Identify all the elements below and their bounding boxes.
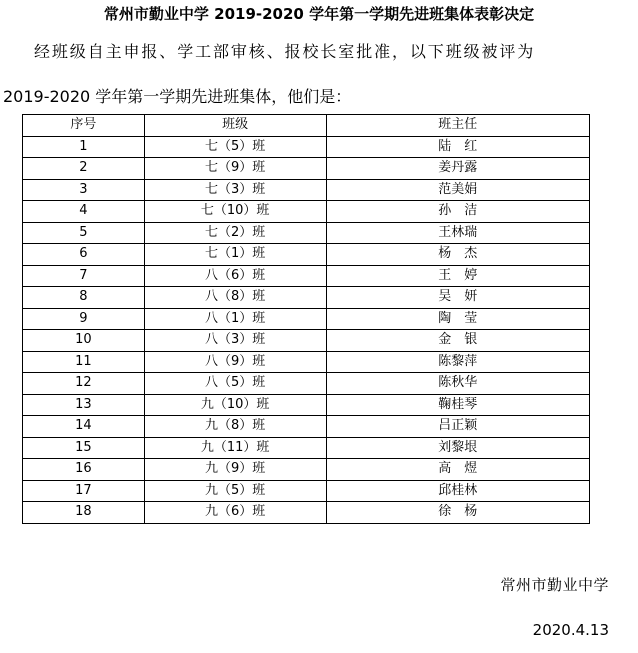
cell-teacher: 陈秋华 [326, 373, 590, 395]
cell-number: 7 [23, 265, 145, 287]
cell-class: 八（3）班 [144, 330, 326, 352]
cell-teacher: 王 婷 [326, 265, 590, 287]
cell-number: 5 [23, 222, 145, 244]
cell-teacher: 吕正颖 [326, 416, 590, 438]
cell-number: 11 [23, 351, 145, 373]
table-row [23, 330, 590, 352]
cell-teacher: 金 银 [326, 330, 590, 352]
cell-number: 16 [23, 459, 145, 481]
cell-teacher: 姜丹露 [326, 158, 590, 180]
table-row [23, 265, 590, 287]
cell-number: 14 [23, 416, 145, 438]
cell-number: 4 [23, 201, 145, 223]
table-row [23, 179, 590, 201]
cell-teacher: 范美娟 [326, 179, 590, 201]
table-header-row [23, 115, 590, 137]
advanced-class-table [22, 114, 590, 524]
table-row [23, 201, 590, 223]
cell-class: 七（5）班 [144, 136, 326, 158]
page-title: 常州市勤业中学 2019-2020 学年第一学期先进班集体表彰决定 [103, 5, 535, 23]
table-row [23, 394, 590, 416]
header-class: 班级 [144, 115, 326, 137]
table-row [23, 502, 590, 524]
table-row [23, 480, 590, 502]
cell-class: 八（9）班 [144, 351, 326, 373]
header-number: 序号 [23, 115, 145, 137]
cell-class: 八（1）班 [144, 308, 326, 330]
cell-class: 七（2）班 [144, 222, 326, 244]
cell-class: 八（6）班 [144, 265, 326, 287]
cell-number: 1 [23, 136, 145, 158]
cell-teacher: 陶 莹 [326, 308, 590, 330]
cell-class: 九（10）班 [144, 394, 326, 416]
cell-teacher: 陈黎萍 [326, 351, 590, 373]
school-signature: 常州市勤业中学 [500, 576, 609, 594]
cell-number: 9 [23, 308, 145, 330]
table-row [23, 437, 590, 459]
cell-teacher: 邱桂林 [326, 480, 590, 502]
cell-class: 九（9）班 [144, 459, 326, 481]
header-teacher: 班主任 [326, 115, 590, 137]
cell-number: 13 [23, 394, 145, 416]
cell-class: 九（11）班 [144, 437, 326, 459]
cell-teacher: 徐 杨 [326, 502, 590, 524]
cell-teacher: 孙 洁 [326, 201, 590, 223]
cell-class: 九（6）班 [144, 502, 326, 524]
issue-date: 2020.4.13 [532, 621, 609, 639]
table-row [23, 287, 590, 309]
cell-class: 八（8）班 [144, 287, 326, 309]
cell-number: 6 [23, 244, 145, 266]
intro-paragraph-line-2: 2019-2020 学年第一学期先进班集体，他们是： [3, 87, 352, 106]
cell-class: 七（1）班 [144, 244, 326, 266]
cell-class: 八（5）班 [144, 373, 326, 395]
cell-number: 18 [23, 502, 145, 524]
cell-number: 17 [23, 480, 145, 502]
cell-teacher: 杨 杰 [326, 244, 590, 266]
cell-number: 8 [23, 287, 145, 309]
cell-teacher: 王林瑞 [326, 222, 590, 244]
cell-number: 10 [23, 330, 145, 352]
table-row [23, 308, 590, 330]
table-row [23, 158, 590, 180]
table-row [23, 136, 590, 158]
cell-class: 九（8）班 [144, 416, 326, 438]
cell-teacher: 高 煜 [326, 459, 590, 481]
cell-number: 3 [23, 179, 145, 201]
cell-teacher: 鞠桂琴 [326, 394, 590, 416]
cell-teacher: 陆 红 [326, 136, 590, 158]
cell-class: 七（9）班 [144, 158, 326, 180]
table-row [23, 459, 590, 481]
cell-class: 九（5）班 [144, 480, 326, 502]
table-row [23, 416, 590, 438]
table-row [23, 351, 590, 373]
table-row [23, 373, 590, 395]
cell-number: 2 [23, 158, 145, 180]
cell-class: 七（10）班 [144, 201, 326, 223]
table-row [23, 244, 590, 266]
cell-teacher: 刘黎垠 [326, 437, 590, 459]
cell-teacher: 吴 妍 [326, 287, 590, 309]
cell-number: 15 [23, 437, 145, 459]
table-row [23, 222, 590, 244]
intro-paragraph-line-1: 经班级自主申报、学工部审核、报校长室批准，以下班级被评为 [34, 42, 536, 61]
cell-class: 七（3）班 [144, 179, 326, 201]
cell-number: 12 [23, 373, 145, 395]
